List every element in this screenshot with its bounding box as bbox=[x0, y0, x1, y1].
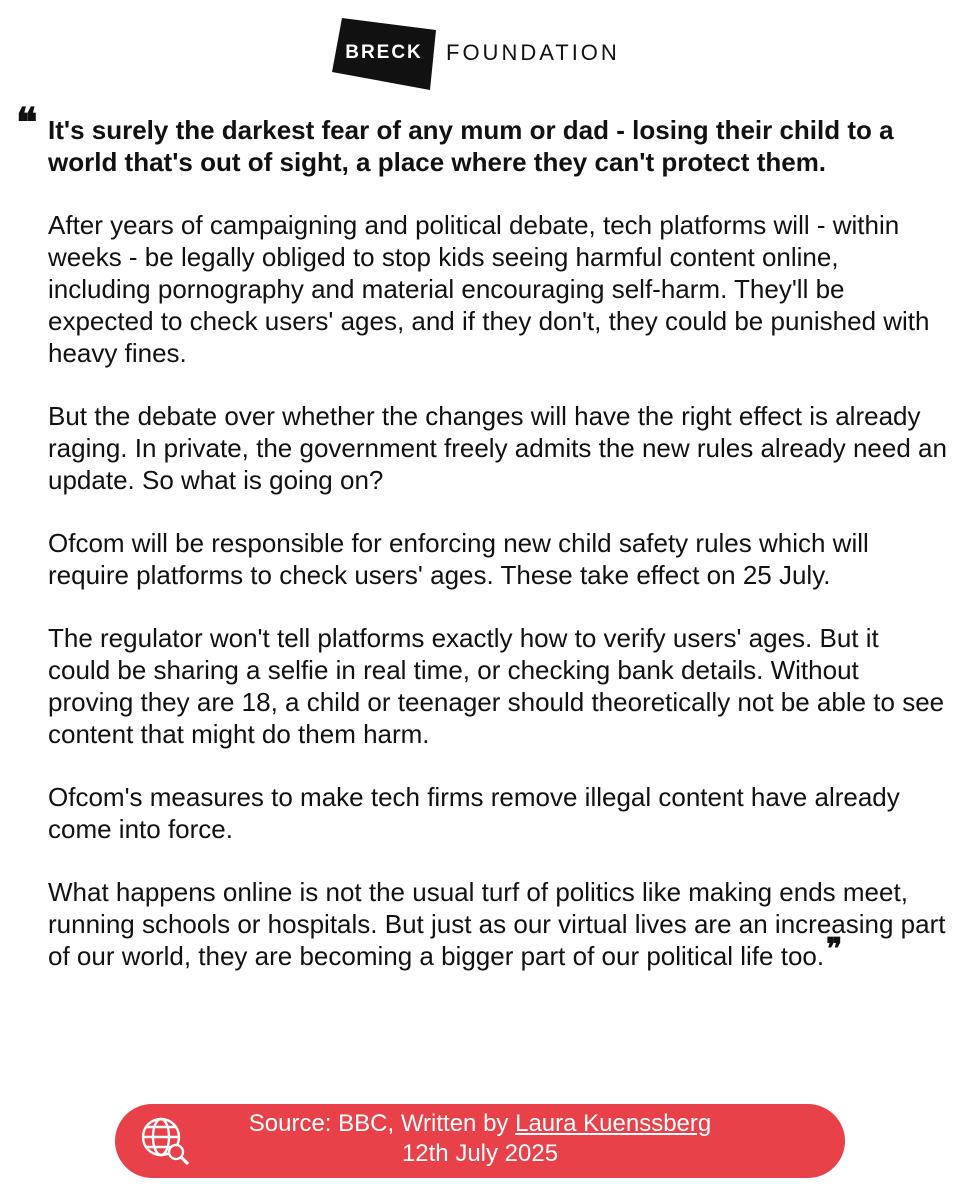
source-line bbox=[115, 1109, 845, 1139]
lead-paragraph: It's surely the darkest fear of any mum or dad - losing their child to a world that's out of sight, a place where they can't protect them. bbox=[48, 115, 894, 177]
logo-mark bbox=[332, 12, 442, 92]
logo-box-text: BRECK bbox=[345, 42, 423, 63]
article-body bbox=[48, 114, 948, 1003]
source-prefix: Source: BBC, Written by bbox=[248, 1110, 516, 1137]
breck-foundation-logo bbox=[0, 12, 960, 92]
paragraph-4: The regulator won't tell platforms exactly how to verify users' ages. But it could be sharing a selfie in real time, or checking bank details. Without proving they are 18, a child or teenager should theoretically not be able to see content that might do them harm. bbox=[48, 623, 945, 749]
source-text bbox=[115, 1109, 845, 1169]
paragraph-1: After years of campaigning and political debate, tech platforms will - within weeks - be legally obliged to stop kids seeing harmful content online, including pornography and material encouraging self-harm. They'll be expected to check users' ages, and if they don't, they could be punished with heavy fines. bbox=[48, 210, 930, 368]
author-link[interactable]: Laura Kuenssberg bbox=[515, 1110, 712, 1137]
logo-word: FOUNDATION bbox=[446, 40, 620, 65]
open-quote-icon: ❝ bbox=[16, 99, 38, 146]
paragraph-3: Ofcom will be responsible for enforcing new child safety rules which will require platforms to check users' ages. These take effect on 25 July. bbox=[48, 528, 869, 590]
paragraph-6-text: What happens online is not the usual turf of politics like making ends meet, running schools or hospitals. But just as our virtual lives are an increasing part of our world, they are becoming a bigger part of our political life too. bbox=[48, 877, 946, 971]
source-banner bbox=[115, 1104, 845, 1178]
close-quote-icon: ❞ bbox=[826, 932, 843, 967]
paragraph-5: Ofcom's measures to make tech firms remove illegal content have already come into force. bbox=[48, 782, 900, 844]
paragraph-2: But the debate over whether the changes will have the right effect is already raging. In private, the government freely admits the new rules already need an update. So what is going on? bbox=[48, 401, 947, 495]
paragraph-6 bbox=[48, 876, 948, 972]
source-date: 12th July 2025 bbox=[401, 1140, 559, 1167]
